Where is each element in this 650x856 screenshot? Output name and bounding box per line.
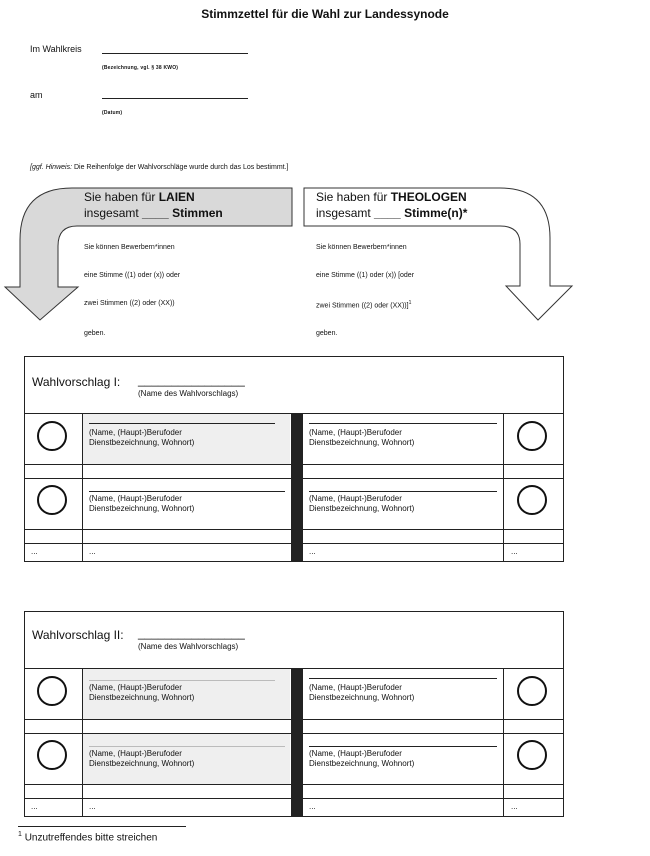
theologen-candidate-1: (Name, (Haupt-)Berufoder Dienstbezeichnung, Wohnort) bbox=[309, 428, 415, 447]
row-divider bbox=[25, 798, 563, 799]
date-hint: (Datum) bbox=[102, 110, 123, 116]
theologen-name-line-1 bbox=[309, 678, 497, 679]
laien-candidate-2: (Name, (Haupt-)Berufoder Dienstbezeichnung, Wohnort) bbox=[89, 749, 195, 768]
more-rows-3: ... bbox=[309, 547, 316, 556]
wahlvorschlag-2-name-hint: (Name des Wahlvorschlags) bbox=[138, 642, 239, 651]
theologen-candidate-2: (Name, (Haupt-)Berufoder Dienstbezeichnung, Wohnort) bbox=[309, 749, 415, 768]
laien-vote-circle-2[interactable] bbox=[37, 740, 67, 770]
laien-info-3: zwei Stimmen ((2) oder (XX)) bbox=[84, 300, 175, 307]
laien-candidate-1: (Name, (Haupt-)Berufoder Dienstbezeichnung, Wohnort) bbox=[89, 428, 195, 447]
ballot-title: Stimmzettel für die Wahl zur Landessynode bbox=[201, 7, 449, 21]
more-rows-4: ... bbox=[511, 547, 518, 556]
row-divider bbox=[25, 733, 563, 734]
laien-line1: Sie haben für LAIEN bbox=[84, 190, 195, 204]
laien-vote-circle-1[interactable] bbox=[37, 676, 67, 706]
laien-line2: insgesamt ____ Stimmen bbox=[84, 206, 223, 220]
row-divider bbox=[25, 478, 563, 479]
more-rows-1: ... bbox=[31, 547, 38, 556]
more-rows-2: ... bbox=[89, 547, 96, 556]
laien-info-2: eine Stimme ((1) oder (x)) oder bbox=[84, 272, 181, 279]
theologen-info-1: Sie können Bewerbern*innen bbox=[316, 244, 407, 251]
row-divider bbox=[25, 784, 563, 785]
row-divider bbox=[25, 529, 563, 530]
col-divider-left bbox=[82, 669, 83, 816]
theologen-vote-circle-1[interactable] bbox=[517, 421, 547, 451]
col-divider-right bbox=[503, 414, 504, 561]
laien-info-1: Sie können Bewerbern*innen bbox=[84, 244, 175, 251]
column-separator bbox=[291, 414, 303, 561]
more-rows-1: ... bbox=[31, 802, 38, 811]
date-label: am bbox=[30, 90, 43, 100]
theologen-vote-circle-2[interactable] bbox=[517, 485, 547, 515]
footnote: $^1$ Unzutreffendes bitte streichen bbox=[18, 831, 158, 844]
laien-name-line-2 bbox=[89, 491, 285, 492]
wahlvorschlag-2-title: Wahlvorschlag II: bbox=[32, 628, 124, 642]
wahlvorschlag-1-blank: ________________ bbox=[138, 373, 245, 387]
more-rows-2: ... bbox=[89, 802, 96, 811]
column-separator bbox=[291, 669, 303, 816]
laien-candidate-2: (Name, (Haupt-)Berufoder Dienstbezeichnung, Wohnort) bbox=[89, 494, 195, 513]
laien-name-line-2 bbox=[89, 746, 285, 747]
theologen-info-3: zwei Stimmen ((2) oder (XX))]$^1$ bbox=[316, 300, 412, 310]
theologen-vote-circle-2[interactable] bbox=[517, 740, 547, 770]
theologen-candidate-2: (Name, (Haupt-)Berufoder Dienstbezeichnung, Wohnort) bbox=[309, 494, 415, 513]
laien-vote-circle-1[interactable] bbox=[37, 421, 67, 451]
wahlvorschlag-1 bbox=[24, 356, 564, 562]
laien-vote-circle-2[interactable] bbox=[37, 485, 67, 515]
theologen-line2: insgesamt ____ Stimme(n)* bbox=[316, 206, 468, 220]
theologen-candidate-1: (Name, (Haupt-)Berufoder Dienstbezeichnung, Wohnort) bbox=[309, 683, 415, 702]
row-divider bbox=[25, 719, 563, 720]
wahlvorschlag-2-blank: ________________ bbox=[138, 626, 245, 640]
laien-name-line-1 bbox=[89, 423, 275, 424]
col-divider-right bbox=[503, 669, 504, 816]
theologen-vote-circle-1[interactable] bbox=[517, 676, 547, 706]
wahlkreis-line bbox=[102, 53, 248, 54]
theologen-name-line-2 bbox=[309, 491, 497, 492]
theologen-name-line-2 bbox=[309, 746, 497, 747]
more-rows-3: ... bbox=[309, 802, 316, 811]
wahlvorschlag-1-name-hint: (Name des Wahlvorschlags) bbox=[138, 389, 239, 398]
wahlvorschlag-2 bbox=[24, 611, 564, 817]
wahlvorschlag-1-title: Wahlvorschlag I: bbox=[32, 375, 121, 389]
laien-name-line-1 bbox=[89, 680, 275, 681]
row-divider bbox=[25, 464, 563, 465]
theologen-name-line-1 bbox=[309, 423, 497, 424]
wahlkreis-hint: (Bezeichnung, vgl. § 38 KWO) bbox=[102, 65, 179, 71]
laien-info-4: geben. bbox=[84, 330, 106, 337]
theologen-line1: Sie haben für THEOLOGEN bbox=[316, 190, 467, 204]
laien-candidate-1: (Name, (Haupt-)Berufoder Dienstbezeichnung, Wohnort) bbox=[89, 683, 195, 702]
theologen-info-4: geben. bbox=[316, 330, 338, 337]
footnote-rule bbox=[18, 826, 186, 827]
order-hint: [ggf. Hinweis: Die Reihenfolge der Wahlvorschläge wurde durch das Los bestimmt.] bbox=[30, 164, 289, 171]
col-divider-left bbox=[82, 414, 83, 561]
date-line bbox=[102, 98, 248, 99]
theologen-info-2: eine Stimme ((1) oder (x)) [oder bbox=[316, 272, 415, 279]
more-rows-4: ... bbox=[511, 802, 518, 811]
row-divider bbox=[25, 543, 563, 544]
wahlkreis-label: Im Wahlkreis bbox=[30, 44, 82, 54]
